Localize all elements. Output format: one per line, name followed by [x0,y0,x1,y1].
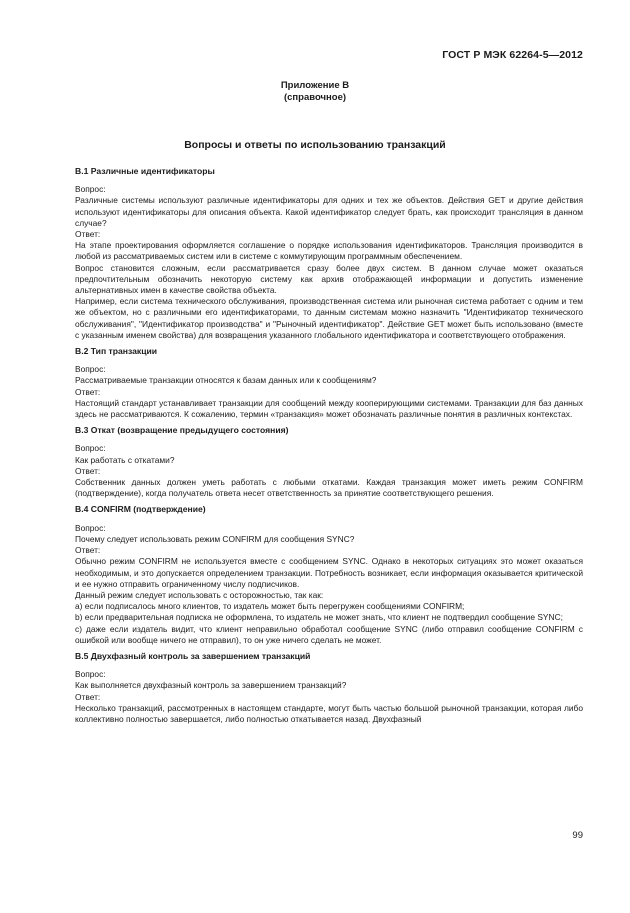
paragraph: Ответ: [75,229,101,240]
list-item: a) если подписалось много клиентов, то издатель может быть перегружен сообщениями CONFIRM; [75,601,465,612]
paragraph: Ответ: [75,691,101,702]
appendix-title: Приложение В [280,80,350,91]
page-number: 99 [572,830,583,841]
paragraph: Собственник данных должен уметь работать с любыми откатами. Каждая транзакция может иметь режим CONFIRM (подтверждение), когда получатель ответа несет ответственность за принятие соответствующего решения. [75,477,583,499]
paragraph: Вопрос становится сложным, если рассматривается сразу более двух систем. В данном случае может оказаться предпочтительным обозначить некоторую систему как архив отображающей информации и допустить изменение альтернативных имен в качестве свойства объекта. [75,262,583,296]
section-title: В.4 CONFIRM (подтверждение) [75,504,206,515]
paragraph: Как работать с откатами? [75,454,175,465]
paragraph: Вопрос: [75,669,106,680]
list-item: b) если предварительная подписка не оформлена, то издатель не может знать, что клиент не подтвердил сообщение SYNC; [75,612,563,623]
document-body [75,166,583,730]
paragraph: Ответ: [75,545,101,556]
list-item: c) даже если издатель видит, что клиент неправильно обработал сообщение SYNC (либо отправил сообщение CONFIRM с ошибкой или вообще ничего не отправил), то он уже ничего сделать не может. [75,623,583,645]
section-b3 [75,425,583,499]
paragraph: На этапе проектирования оформляется соглашение о порядке использования идентификаторов. Трансляция производится в любой из рассматриваемых систем или в системе с коммутирующим программным обеспечением. [75,240,583,262]
appendix-subtitle: (справочное) [283,92,347,103]
section-title: В.2 Тип транзакции [75,346,158,357]
paragraph: Несколько транзакций, рассмотренных в настоящем стандарте, могут быть частью большой рыночной транзакции, которая либо коллективно полностью завершается, либо полностью откатывается назад. Двухфазный [75,702,583,724]
page-title: Вопросы и ответы по использованию транзакций [184,139,446,151]
section-b1 [75,166,583,341]
section-b2 [75,346,583,420]
appendix-heading [0,80,630,104]
section-b5 [75,651,583,725]
paragraph: Почему следует использовать режим CONFIRM для сообщения SYNC? [75,533,355,544]
paragraph: Обычно режим CONFIRM не используется вместе с сообщением SYNC. Однако в некоторых ситуациях это может оказаться необходимым, и это допускается определением транзакции. Потребность возникает, если информация оказывается критической и ее нужно отправить ограниченному числу подписчиков. [75,556,583,589]
paragraph: Данный режим следует использовать с осторожностью, так как: [75,589,324,600]
section-title: В.1 Различные идентификаторы [75,166,215,176]
paragraph: Вопрос: [75,522,106,533]
paragraph: Вопрос: [75,443,106,454]
section-title: В.3 Откат (возвращение предыдущего состояния) [75,425,289,436]
paragraph: Ответ: [75,386,101,397]
paragraph: Ответ: [75,465,101,476]
paragraph: Как выполняется двухфазный контроль за завершением транзакций? [75,680,347,691]
paragraph: Различные системы используют различные идентификаторы для одних и тех же объектов. Действия GET и другие действия используют идентификаторы для описания объекта. Какой идентификатор следует брать, как происходит трансляция в данном случае? [75,195,583,228]
paragraph: Например, если система технического обслуживания, производственная система или рыночная система работает с одним и тем же объектом, но с различными его идентификаторами, то данным системам можно назначить "Идентификатор технического обслуживания", "Идентификатор производства" и "Рыночный идентификатор". Действие GET может быть использовано (вместе с указанным именем свойства) для возвращения указанного глобального идентификатора и соответствующего отображения. [75,296,583,340]
paragraph: Рассматриваемые транзакции относятся к базам данных или к сообщениям? [75,375,377,386]
paragraph: Настоящий стандарт устанавливает транзакции для сообщений между кооперирующими системами. Транзакции для баз данных здесь не рассматриваются. К сожалению, термин «транзакция» может обозначать различные понятия в различных контекстах. [75,397,583,420]
paragraph: Вопрос: [75,364,106,375]
section-b4 [75,504,583,645]
paragraph: Вопрос: [75,184,106,195]
section-title: В.5 Двухфазный контроль за завершением транзакций [75,650,311,661]
standard-header: ГОСТ Р МЭК 62264-5—2012 [442,49,583,61]
